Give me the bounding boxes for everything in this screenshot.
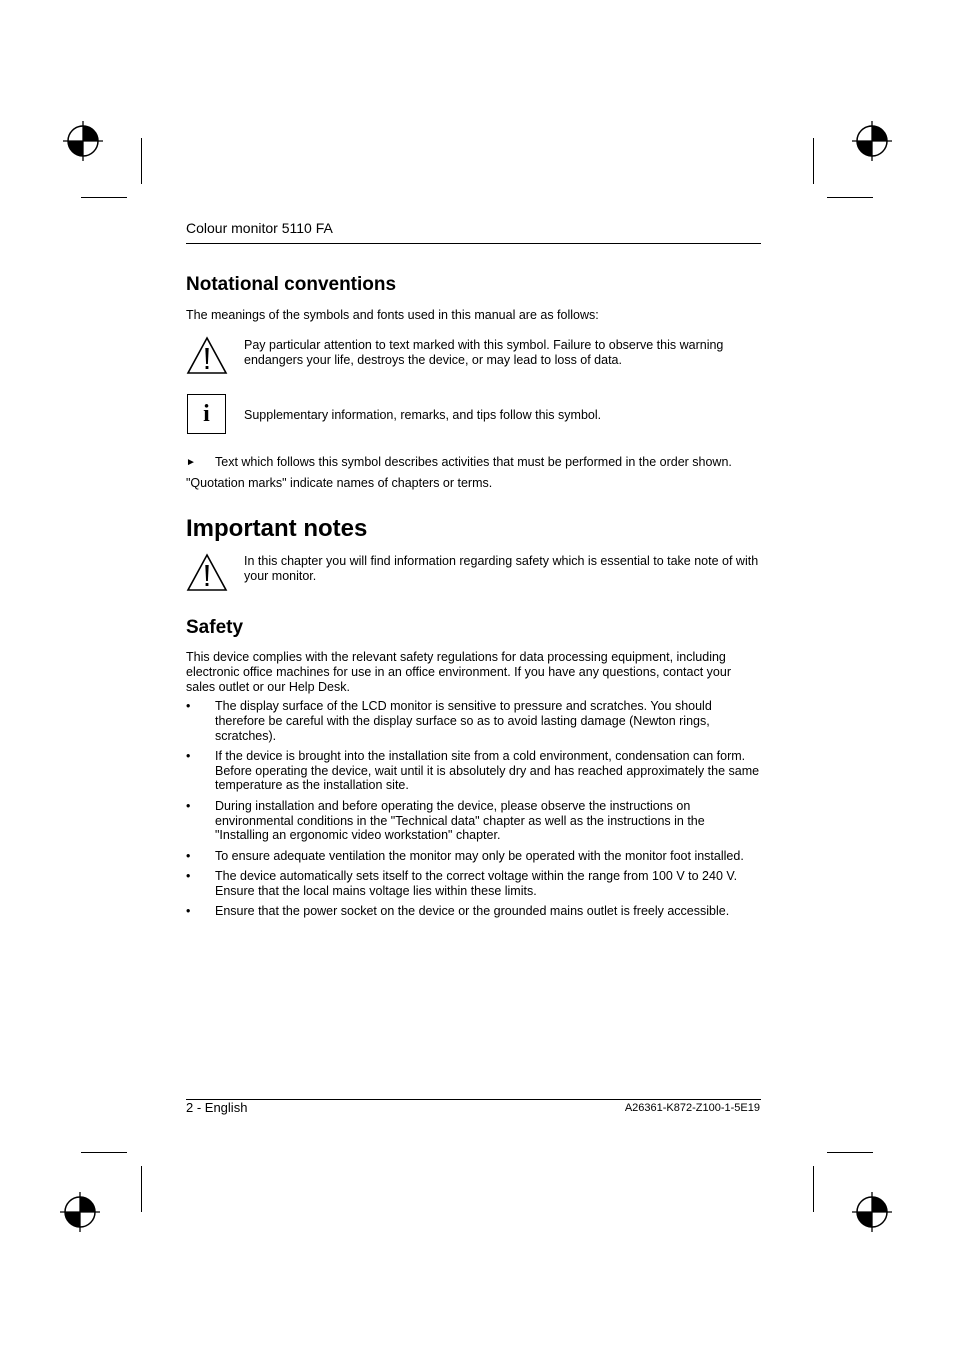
bullet-icon: • — [186, 868, 191, 883]
list-item — [186, 699, 761, 743]
list-item-text: The display surface of the LCD monitor is sensitive to pressure and scratches. You should therefore be careful with the display surface so as to avoid lasting damage (Newton rings, scratches). — [215, 699, 712, 743]
list-item-text: If the device is brought into the installation site from a cold environment, condensation can form. Before operating the device, wait until it is absolutely dry and has reached approximately the same temperature as the installation site. — [215, 748, 760, 793]
crop-line — [813, 1166, 814, 1212]
warning-triangle-icon — [186, 336, 228, 375]
warning-explanation: Pay particular attention to text marked with this symbol. Failure to observe this warning endangers your life, destroys the device, or may lead to loss of data. — [244, 338, 724, 367]
info-explanation: Supplementary information, remarks, and tips follow this symbol. — [244, 408, 602, 422]
header-rule — [186, 243, 761, 244]
warning-triangle-icon — [186, 553, 228, 592]
safety-bullet-list — [186, 699, 761, 924]
bullet-icon: • — [186, 904, 191, 919]
section-heading-safety: Safety — [186, 617, 244, 638]
crop-line — [827, 1152, 873, 1153]
registration-mark-icon — [60, 1192, 100, 1232]
chapter-heading-important-notes: Important notes — [186, 515, 368, 542]
crop-line — [81, 197, 127, 198]
registration-mark-icon — [63, 121, 103, 161]
list-item — [186, 799, 761, 843]
section-heading-conventions: Notational conventions — [186, 274, 397, 295]
bullet-icon: • — [186, 798, 191, 813]
list-item — [186, 904, 761, 919]
bullet-icon: • — [186, 748, 191, 763]
step-arrow-icon: ► — [186, 457, 196, 468]
list-item — [186, 849, 761, 864]
footer-rule — [186, 1099, 761, 1100]
page-number: 2 - English — [186, 1100, 248, 1115]
list-item-text: During installation and before operating the device, please observe the instructions on environmental conditions in the "Technical data" chapter as well as the instructions in the "Installing an ergonomic video workstation" chapter. — [215, 798, 705, 843]
bullet-icon: • — [186, 699, 191, 713]
list-item-text: To ensure adequate ventilation the monitor may only be operated with the monitor foot installed. — [215, 848, 744, 863]
important-notes-warning: In this chapter you will find information regarding safety which is essential to take note of with your monitor. — [244, 554, 759, 583]
registration-mark-icon — [852, 121, 892, 161]
safety-intro: This device complies with the relevant safety regulations for data processing equipment, including electronic office machines for use in an office environment. If you have any questions, contact your sales outlet or our Help Desk. — [186, 650, 731, 694]
crop-line — [81, 1152, 127, 1153]
list-item-text: The device automatically sets itself to the correct voltage within the range from 100 V to 240 V. Ensure that the local mains voltage lies within these limits. — [215, 868, 738, 898]
bullet-icon: • — [186, 848, 191, 863]
running-header: Colour monitor 5110 FA — [186, 220, 333, 236]
document-code: A26361-K872-Z100-1-5E19 — [624, 1102, 760, 1114]
crop-line — [827, 197, 873, 198]
crop-line — [141, 138, 142, 184]
crop-line — [141, 1166, 142, 1212]
list-item — [186, 869, 761, 899]
registration-mark-icon — [852, 1192, 892, 1232]
crop-line — [813, 138, 814, 184]
quotation-explanation: "Quotation marks" indicate names of chapters or terms. — [186, 476, 493, 490]
list-item — [186, 749, 761, 793]
conventions-intro: The meanings of the symbols and fonts used in this manual are as follows: — [186, 308, 599, 322]
list-item-text: Ensure that the power socket on the device or the grounded mains outlet is freely accessible. — [215, 904, 730, 919]
info-box-icon: i — [187, 394, 226, 434]
step-explanation: Text which follows this symbol describes activities that must be performed in the order shown. — [215, 455, 732, 469]
